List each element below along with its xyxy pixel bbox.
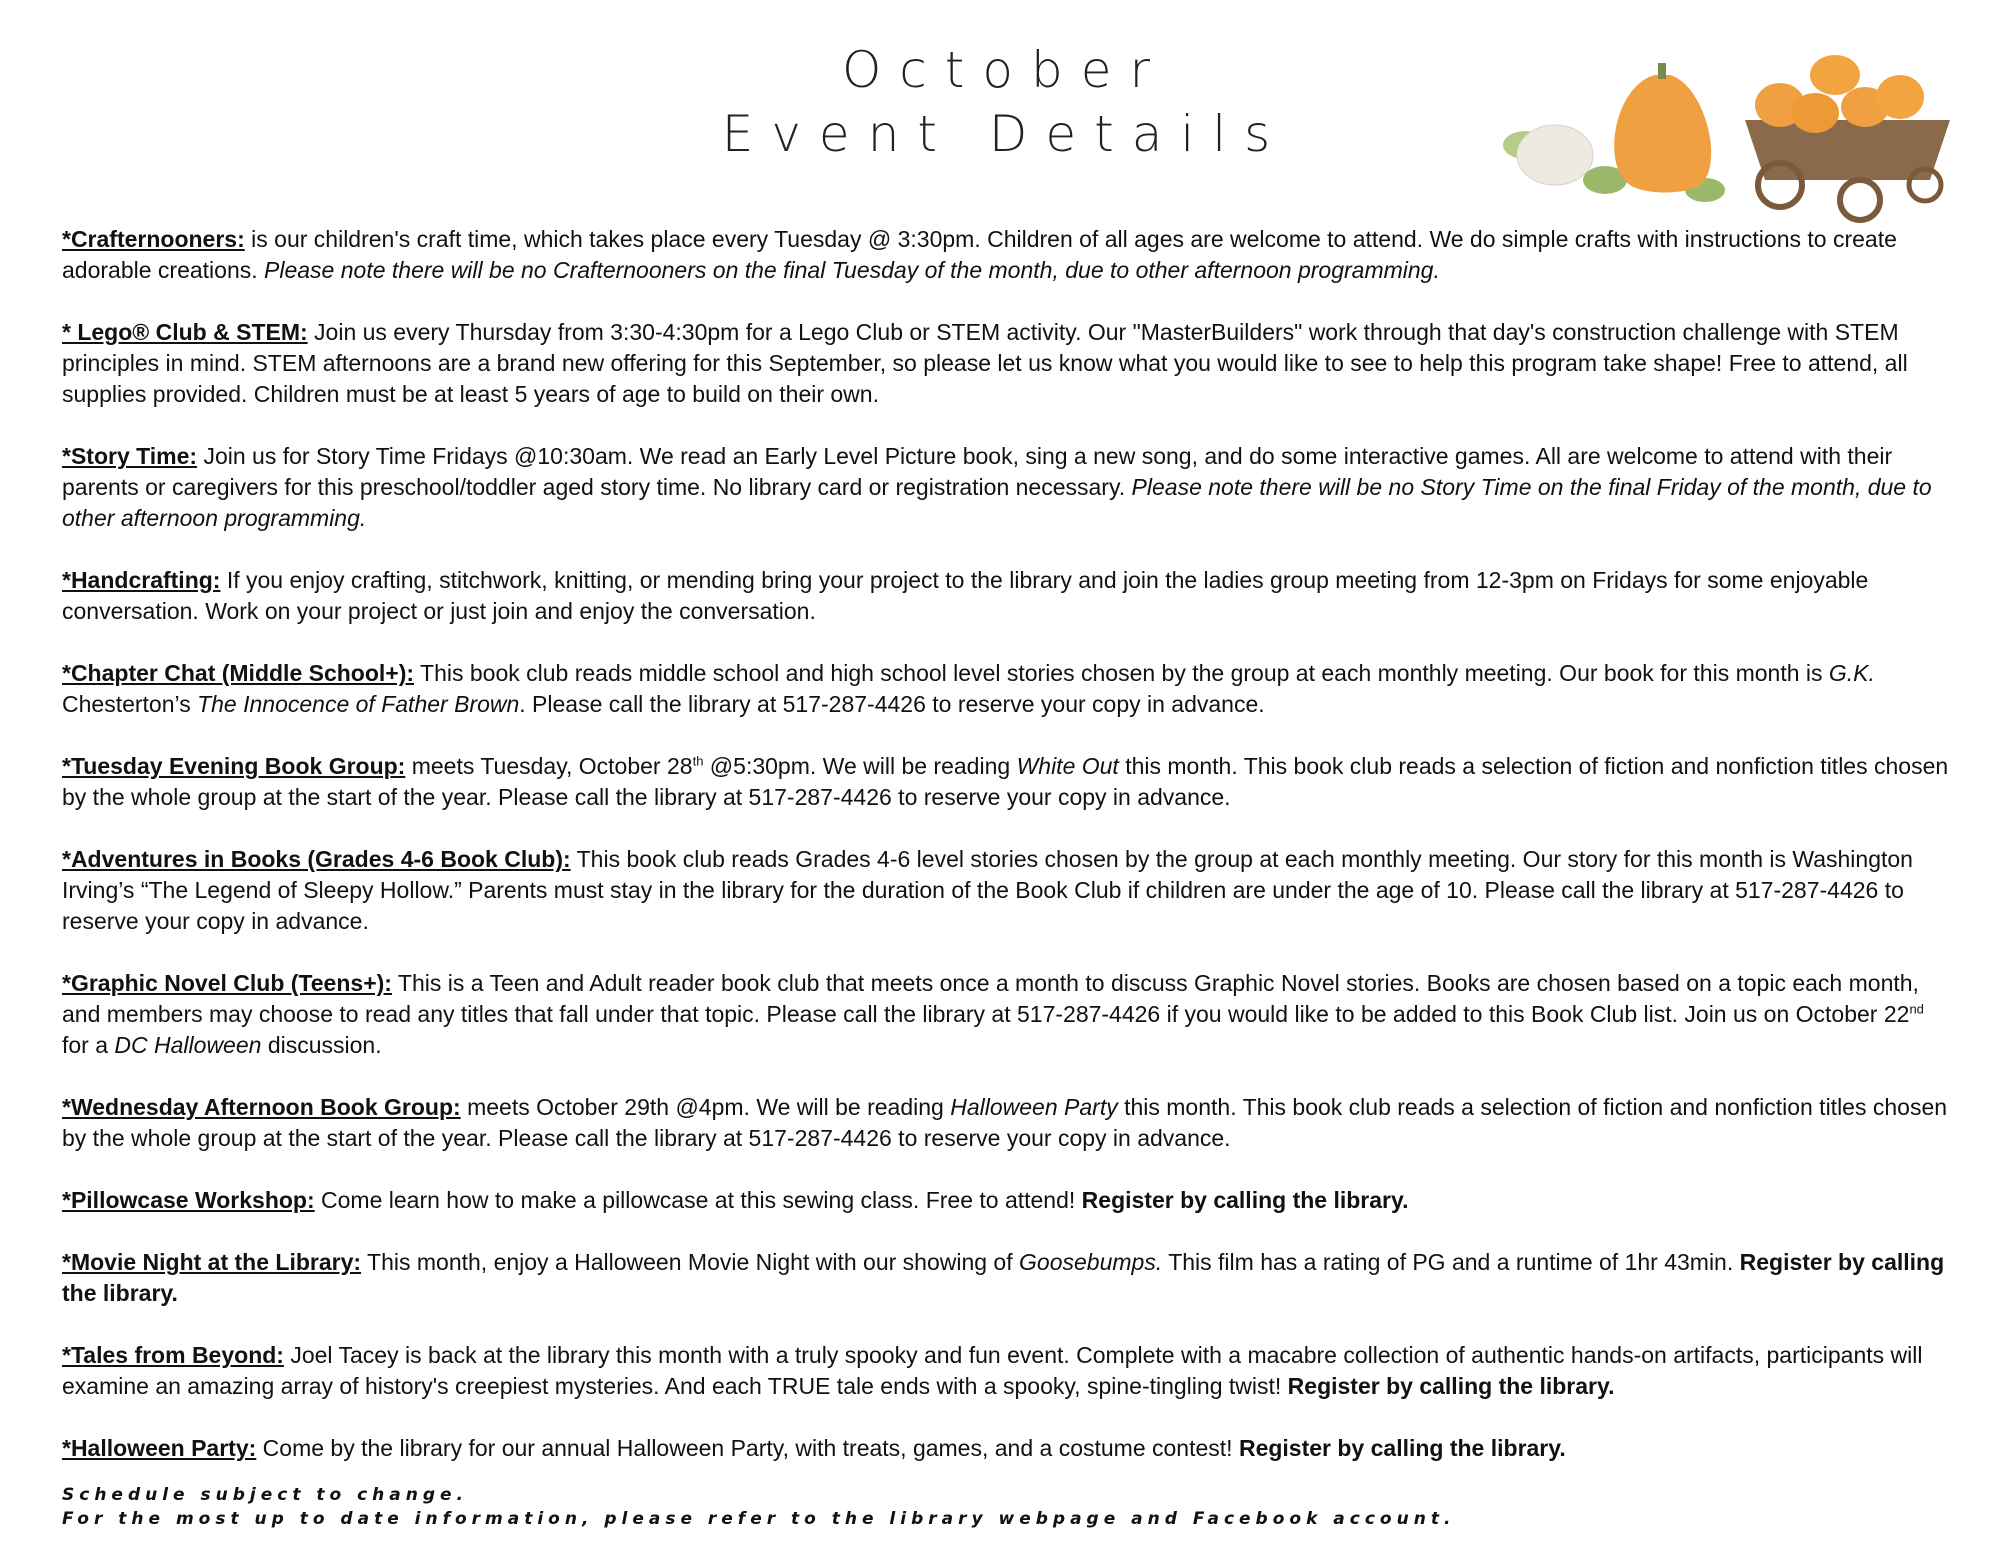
event-list [62,224,1952,1495]
event-description: this month. This book club reads a selection of fiction and nonfiction titles chosen by the whole group at the start of the year. Please call the library at 517-287-4426 to reserve your copy in advance. [62,753,1949,810]
footer-note [62,1483,1455,1531]
event-description: th [692,753,704,769]
event-description: Come by the library for our annual Halloween Party, with treats, games, and a costume contest! [256,1435,1239,1461]
event-description: this month. This book club reads a selection of fiction and nonfiction titles chosen by the whole group at the start of the year. Please call the library at 517-287-4426 to reserve your copy in advance. [62,1094,1948,1151]
event-description: Join us for Story Time Fridays @10:30am. We read an Early Level Picture book, sing a new song, and do some interactive games. All are welcome to attend with their parents or caregivers for this preschool/toddler aged story time. No library card or registration necessary. [62,443,1893,500]
event-item [62,1185,1952,1216]
event-description: This book club reads Grades 4-6 level stories chosen by the group at each monthly meeting. Our story for this month is Washington Irving’s “The Legend of Sleepy Hollow.” Parents must stay in the library for the duration of the Book Club if children are under the age of 10. Please call the library at 517-287-4426 to reserve your copy in advance. [62,846,1913,934]
event-title: *Movie Night at the Library: [62,1249,362,1275]
event-item [62,658,1952,720]
event-title: * Lego® Club & STEM: [62,319,308,345]
event-item [62,844,1952,937]
event-description: Joel Tacey is back at the library this month with a truly spooky and fun event. Complete with a macabre collection of authentic hands-on artifacts, participants will examine an amazing array of history's creepiest mysteries. And each TRUE tale ends with a spooky, spine-tingling twist! [62,1342,1923,1399]
event-description: If you enjoy crafting, stitchwork, knitting, or mending bring your project to the library and join the ladies group meeting from 12-3pm on Fridays for some enjoyable conversation. Work on your project or just join and enjoy the conversation. [62,567,1869,624]
event-item [62,317,1952,410]
registration-note: Register by calling the library. [1081,1187,1409,1213]
event-item [62,1340,1952,1402]
event-title: *Halloween Party: [62,1435,257,1461]
event-description: This month, enjoy a Halloween Movie Night with our showing of [361,1249,1020,1275]
registration-note: Register by calling the library. [1238,1435,1566,1461]
event-description: This film has a rating of PG and a runtime of 1hr 43min. [1162,1249,1740,1275]
registration-note: Register by calling the library. [62,1249,1945,1306]
event-title: *Adventures in Books (Grades 4-6 Book Club): [62,846,571,872]
event-title: *Crafternooners: [62,226,245,252]
event-title: *Story Time: [62,443,198,469]
event-title: *Handcrafting: [62,567,221,593]
event-item [62,565,1952,627]
event-description: This book club reads middle school and high school level stories chosen by the group at each monthly meeting. Our book for this month is [414,660,1829,686]
pumpkin-wagon-illustration [1495,45,1955,225]
event-item [62,968,1952,1061]
event-description: Please note there will be no Crafternooners on the final Tuesday of the month, due to other afternoon programming. [264,257,1440,283]
event-description: meets October 29th @4pm. We will be reading [460,1094,951,1120]
event-title: *Tuesday Evening Book Group: [62,753,406,779]
event-description: @5:30pm. We will be reading [703,753,1017,779]
registration-note: Register by calling the library. [1287,1373,1615,1399]
event-description: DC Halloween [114,1032,262,1058]
wagon-icon [1745,120,1950,220]
event-description: Come learn how to make a pillowcase at this sewing class. Free to attend! [314,1187,1082,1213]
event-description: Please note there will be no Story Time on the final Friday of the month, due to other afternoon programming. [62,474,1932,531]
event-description: G.K. [1828,660,1875,686]
white-pumpkin-icon [1517,125,1593,185]
event-item [62,224,1952,286]
title-line-1: October [841,41,1169,99]
event-title: *Graphic Novel Club (Teens+): [62,970,392,996]
event-description: Halloween Party [950,1094,1118,1120]
event-item [62,1092,1952,1154]
event-description: Join us every Thursday from 3:30-4:30pm for a Lego Club or STEM activity. Our "MasterBuilders" work through that day's construction challenge with STEM principles in mind. STEM afternoons are a brand new offering for this September, so please let us know what you would like to see to help this program take shape! Free to attend, all supplies provided. Children must be at least 5 years of age to build on their own. [62,319,1908,407]
title-line-2: Event Details [721,105,1289,163]
event-description: nd [1909,1001,1924,1017]
event-title: *Wednesday Afternoon Book Group: [62,1094,461,1120]
event-description: is our children's craft time, which takes place every Tuesday @ 3:30pm. Children of all ages are welcome to attend. We do simple crafts with instructions to create adorable creations. [62,226,1897,283]
orange-pumpkin-icon [1614,63,1711,193]
event-description: for a [62,1032,115,1058]
footer-line-2: For the most up to date information, please refer to the library webpage and Facebook account. [62,1509,1456,1529]
event-description: discussion. [261,1032,382,1058]
event-item [62,441,1952,534]
event-item [62,751,1952,813]
event-description: meets Tuesday, October 28 [405,753,693,779]
event-description: Chesterton’s [62,691,198,717]
event-item [62,1433,1952,1464]
event-description: . Please call the library at 517-287-4426 to reserve your copy in advance. [519,691,1265,717]
event-title: *Chapter Chat (Middle School+): [62,660,415,686]
event-description: This is a Teen and Adult reader book club that meets once a month to discuss Graphic Novel stories. Books are chosen based on a topic each month, and members may choose to read any titles that fall under that topic. Please call the library at 517-287-4426 if you would like to be added to this Book Club list. Join us on October 22 [62,970,1919,1027]
event-description: Goosebumps. [1019,1249,1163,1275]
footer-line-1: Schedule subject to change. [62,1485,469,1505]
event-item [62,1247,1952,1309]
event-description: The Innocence of Father Brown [197,691,520,717]
event-title: *Tales from Beyond: [62,1342,284,1368]
event-title: *Pillowcase Workshop: [62,1187,315,1213]
event-description: White Out [1016,753,1119,779]
